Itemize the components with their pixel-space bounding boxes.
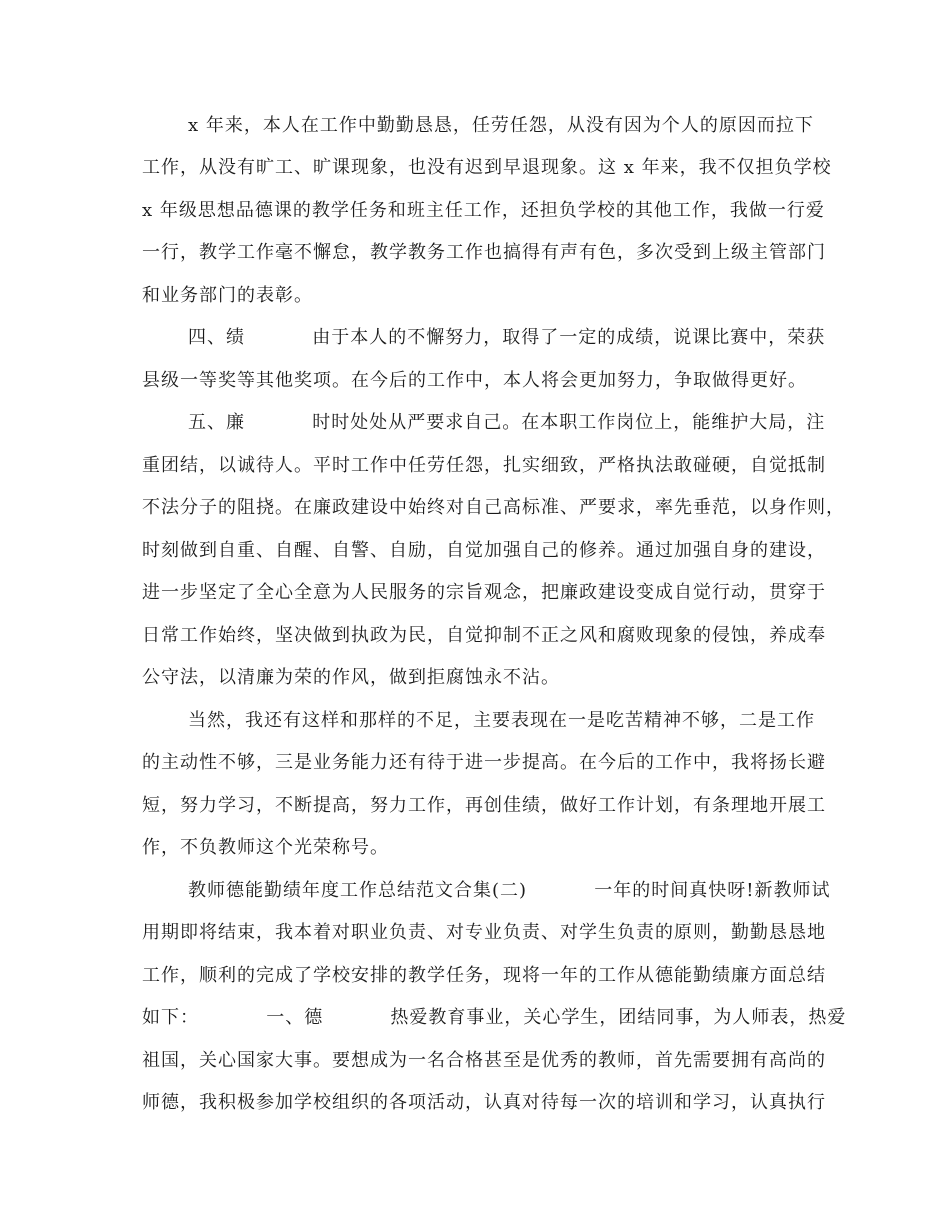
text-line: 五、廉 时时处处从严要求自己。在本职工作岗位上，能维护大局，注: [188, 412, 826, 433]
text-line: x 年级思想品德课的教学任务和班主任工作，还担负学校的其他工作，我做一行爱: [142, 200, 825, 221]
text-line: 祖国，关心国家大事。要想成为一名合格甚至是优秀的教师，首先需要拥有高尚的: [142, 1050, 826, 1071]
text-line: 日常工作始终，坚决做到执政为民，自觉抑制不正之风和腐败现象的侵蚀，养成奉: [142, 625, 826, 646]
text-line: 四、绩 由于本人的不懈努力，取得了一定的成绩，说课比赛中，荣获: [188, 327, 826, 348]
text-line: 如下： 一、德 热爱教育事业，关心学生，团结同事，为人师表，热爱: [142, 1007, 847, 1028]
text-line: 和业务部门的表彰。: [142, 285, 313, 306]
text-line: 作，不负教师这个光荣称号。: [142, 837, 389, 858]
text-line: 一行，教学工作毫不懈怠，教学教务工作也搞得有声有色，多次受到上级主管部门: [142, 242, 826, 263]
text-line: 重团结，以诚待人。平时工作中任劳任怨，扎实细致，严格执法敢碰硬，自觉抵制: [142, 455, 826, 476]
text-line: 的主动性不够，三是业务能力还有待于进一步提高。在今后的工作中，我将扬长避: [142, 752, 826, 773]
text-line: 县级一等奖等其他奖项。在今后的工作中，本人将会更加努力，争取做得更好。: [142, 370, 807, 391]
text-line: 当然，我还有这样和那样的不足，主要表现在一是吃苦精神不够，二是工作: [188, 710, 815, 731]
text-line: 进一步坚定了全心全意为人民服务的宗旨观念，把廉政建设变成自觉行动，贯穿于: [142, 582, 826, 603]
text-line: 时刻做到自重、自醒、自警、自励，自觉加强自己的修养。通过加强自身的建设，: [142, 540, 826, 561]
text-line: 公守法，以清廉为荣的作风，做到拒腐蚀永不沾。: [142, 667, 560, 688]
text-line: 工作，顺利的完成了学校安排的教学任务，现将一年的工作从德能勤绩廉方面总结: [142, 965, 826, 986]
text-line: 教师德能勤绩年度工作总结范文合集(二) 一年的时间真快呀!新教师试: [188, 880, 831, 901]
text-line: 用期即将结束，我本着对职业负责、对专业负责、对学生负责的原则，勤勤恳恳地: [142, 922, 826, 943]
text-line: 工作，从没有旷工、旷课现象，也没有迟到早退现象。这 x 年来，我不仅担负学校: [142, 157, 832, 178]
text-line: x 年来，本人在工作中勤勤恳恳，任劳任怨，从没有因为个人的原因而拉下: [188, 115, 814, 136]
text-line: 师德，我积极参加学校组织的各项活动，认真对待每一次的培训和学习，认真执行: [142, 1092, 826, 1113]
text-line: 不法分子的阻挠。在廉政建设中始终对自己高标准、严要求，率先垂范，以身作则，: [142, 497, 845, 518]
text-line: 短，努力学习，不断提高，努力工作，再创佳绩，做好工作计划，有条理地开展工: [142, 795, 826, 816]
